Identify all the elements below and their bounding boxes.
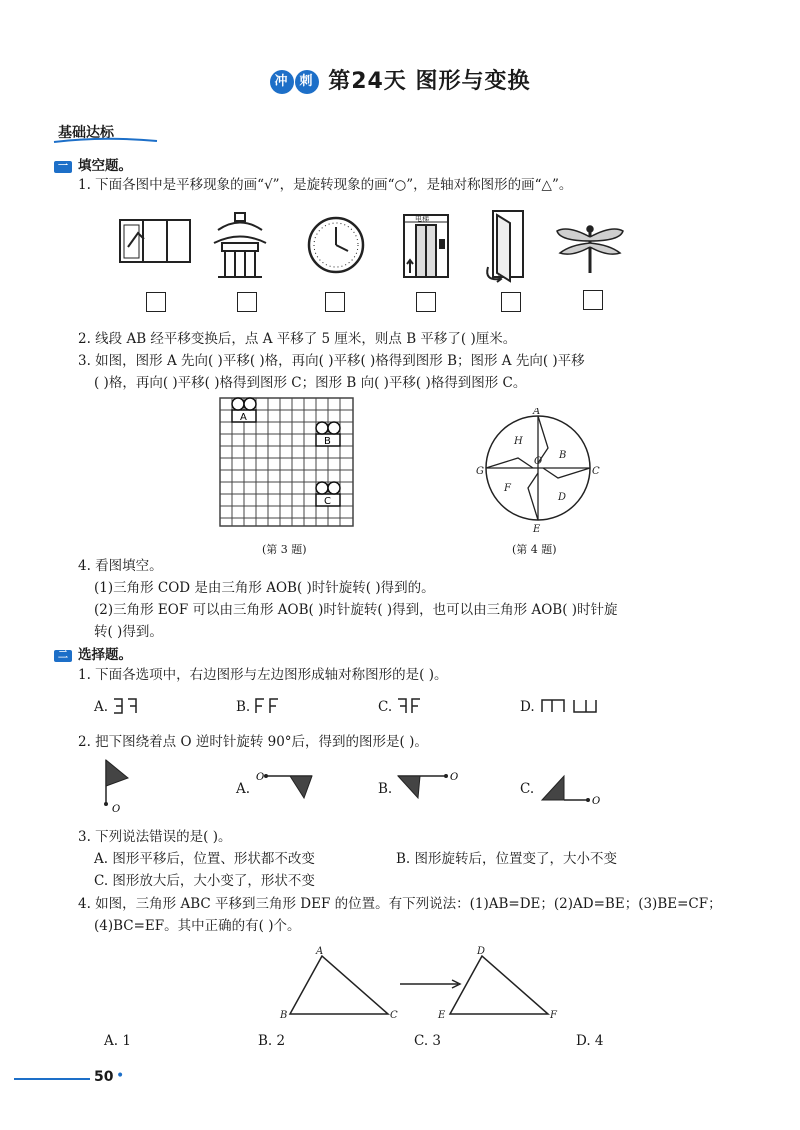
section-2-heading	[54, 643, 132, 663]
circle-label-o: O	[534, 456, 543, 467]
grid-label-b: B	[324, 436, 331, 447]
door-icon	[487, 211, 523, 282]
question-3-line-1: 3. 如图，图形 A 先向( )平移( )格，再向( )平移( )格得到图形 B；图形 A 先向( )平移	[78, 353, 585, 369]
c4-option-a[interactable]: A. 1	[104, 1033, 131, 1049]
sliding-window-icon	[120, 220, 190, 262]
caption-4: (第 4 题)	[512, 543, 557, 556]
c1-option-d-shape	[540, 696, 600, 716]
question-4: 4. 看图填空。	[78, 558, 163, 574]
c2-option-a-label[interactable]: A.	[236, 781, 251, 797]
grid-figure	[210, 392, 360, 537]
answer-box-6[interactable]	[583, 290, 603, 310]
caption-3: (第 3 题)	[262, 543, 307, 556]
grid-label-a: A	[240, 412, 247, 423]
answer-box-5[interactable]	[501, 292, 521, 312]
choice-question-2: 2. 把下图绕着点 O 逆时针旋转 90°后，得到的图形是( )。	[78, 734, 428, 750]
triangle-abc	[290, 956, 388, 1014]
circle-label-f: F	[504, 483, 511, 494]
dragonfly-icon	[557, 226, 623, 273]
c4-option-c[interactable]: C. 3	[414, 1033, 442, 1049]
question-2: 2. 线段 AB 经平移变换后，点 A 平移了 5 厘米，则点 B 平移了( )厘米。	[78, 331, 517, 347]
c2-option-a-o-label: O	[256, 772, 265, 783]
c3-option-b[interactable]: B. 图形旋转后，位置变了，大小不变	[396, 851, 618, 867]
tag-underline-icon	[52, 136, 162, 146]
section-1-title: 填空题。	[78, 158, 132, 174]
title-text: 第24天 图形与变换	[328, 69, 531, 94]
c1-option-b-shape	[254, 696, 284, 716]
section-1-heading	[54, 154, 132, 174]
c1-option-a-shape	[112, 696, 142, 716]
tri-label-c: C	[390, 1010, 398, 1021]
choice-question-3: 3. 下列说法错误的是( )。	[78, 829, 232, 845]
question-3-line-2: ( )格，再向( )平移( )格得到图形 C；图形 B 向( )平移( )格得到图形 C。	[94, 375, 527, 391]
circle-label-e: E	[533, 524, 541, 535]
c2-option-b-o-label: O	[450, 772, 459, 783]
c2-figures	[96, 756, 626, 816]
c1-option-c-label[interactable]: C.	[378, 699, 393, 715]
circle-figure	[470, 408, 610, 536]
answer-box-4[interactable]	[416, 292, 436, 312]
page-number: 50	[94, 1069, 114, 1085]
choice-question-4-line-1: 4. 如图，三角形 ABC 平移到三角形 DEF 的位置。有下列说法：(1)AB=DE；(2)AD=BE；(3)BE=CF；	[78, 896, 722, 912]
c1-option-b-label[interactable]: B.	[236, 699, 251, 715]
c2-option-c-shape	[542, 776, 590, 802]
section-2-number: 二	[54, 650, 72, 662]
choice-question-1: 1. 下面各选项中，右边图形与左边图形成轴对称图形的是( )。	[78, 667, 448, 683]
section-tag	[58, 122, 114, 142]
footer-line	[14, 1078, 90, 1080]
circle-label-b: B	[559, 450, 567, 461]
section-2-title: 选择题。	[78, 647, 132, 663]
tri-label-e: E	[438, 1010, 446, 1021]
c1-option-d-label[interactable]: D.	[520, 699, 535, 715]
answer-box-3[interactable]	[325, 292, 345, 312]
question-4-1: (1)三角形 COD 是由三角形 AOB( )时针旋转( )得到的。	[94, 580, 435, 596]
grid-label-c: C	[324, 496, 331, 507]
c1-option-c-shape	[396, 696, 426, 716]
circle-label-c: C	[592, 466, 600, 477]
c4-option-b[interactable]: B. 2	[258, 1033, 286, 1049]
question-4-2: (2)三角形 EOF 可以由三角形 AOB( )时针旋转( )得到，也可以由三角形 AOB( )时针旋	[94, 602, 618, 618]
section-1-number: 一	[54, 161, 72, 173]
c3-option-c[interactable]: C. 图形放大后，大小变了，形状不变	[94, 873, 315, 889]
choice-question-4-line-2: (4)BC=EF。其中正确的有( )个。	[94, 918, 301, 934]
tri-label-d: D	[477, 946, 486, 957]
pavilion-icon	[214, 213, 266, 277]
c2-original-o-label: O	[112, 804, 121, 815]
circle-label-a: A	[533, 408, 541, 417]
triangle-def	[450, 956, 548, 1014]
question-4-3: 转( )得到。	[94, 624, 163, 640]
c1-option-a-label[interactable]: A.	[94, 699, 109, 715]
answer-box-2[interactable]	[237, 292, 257, 312]
c2-option-c-o-label: O	[592, 796, 601, 807]
c4-option-d[interactable]: D. 4	[576, 1033, 604, 1049]
answer-box-1[interactable]	[146, 292, 166, 312]
c3-option-a[interactable]: A. 图形平移后，位置、形状都不改变	[94, 851, 315, 867]
page-dot-icon: •	[116, 1068, 125, 1084]
q1-figures	[110, 205, 750, 285]
page-title	[0, 64, 800, 95]
question-1: 1. 下面各图中是平移现象的画“√”，是旋转现象的画“○”，是轴对称图形的画“△”。	[78, 177, 573, 193]
elevator-icon	[404, 215, 448, 277]
title-badge-2: 刺	[295, 70, 319, 94]
tri-label-f: F	[550, 1010, 557, 1021]
c2-option-a-shape	[264, 774, 312, 798]
triangle-figure	[270, 944, 570, 1024]
clock-icon	[309, 218, 363, 272]
section-tag-label: 基础达标	[58, 125, 114, 141]
circle-label-d: D	[558, 492, 567, 503]
title-badge-1: 冲	[270, 70, 294, 94]
tri-label-b: B	[280, 1010, 288, 1021]
c2-option-c-label[interactable]: C.	[520, 781, 535, 797]
circle-label-h: H	[514, 436, 523, 447]
circle-label-g: G	[476, 466, 484, 477]
tri-label-a: A	[316, 946, 324, 957]
elevator-label: 电梯	[415, 215, 429, 223]
c2-original-shape	[104, 760, 128, 806]
c2-option-b-label[interactable]: B.	[378, 781, 393, 797]
c2-option-b-shape	[398, 774, 448, 798]
